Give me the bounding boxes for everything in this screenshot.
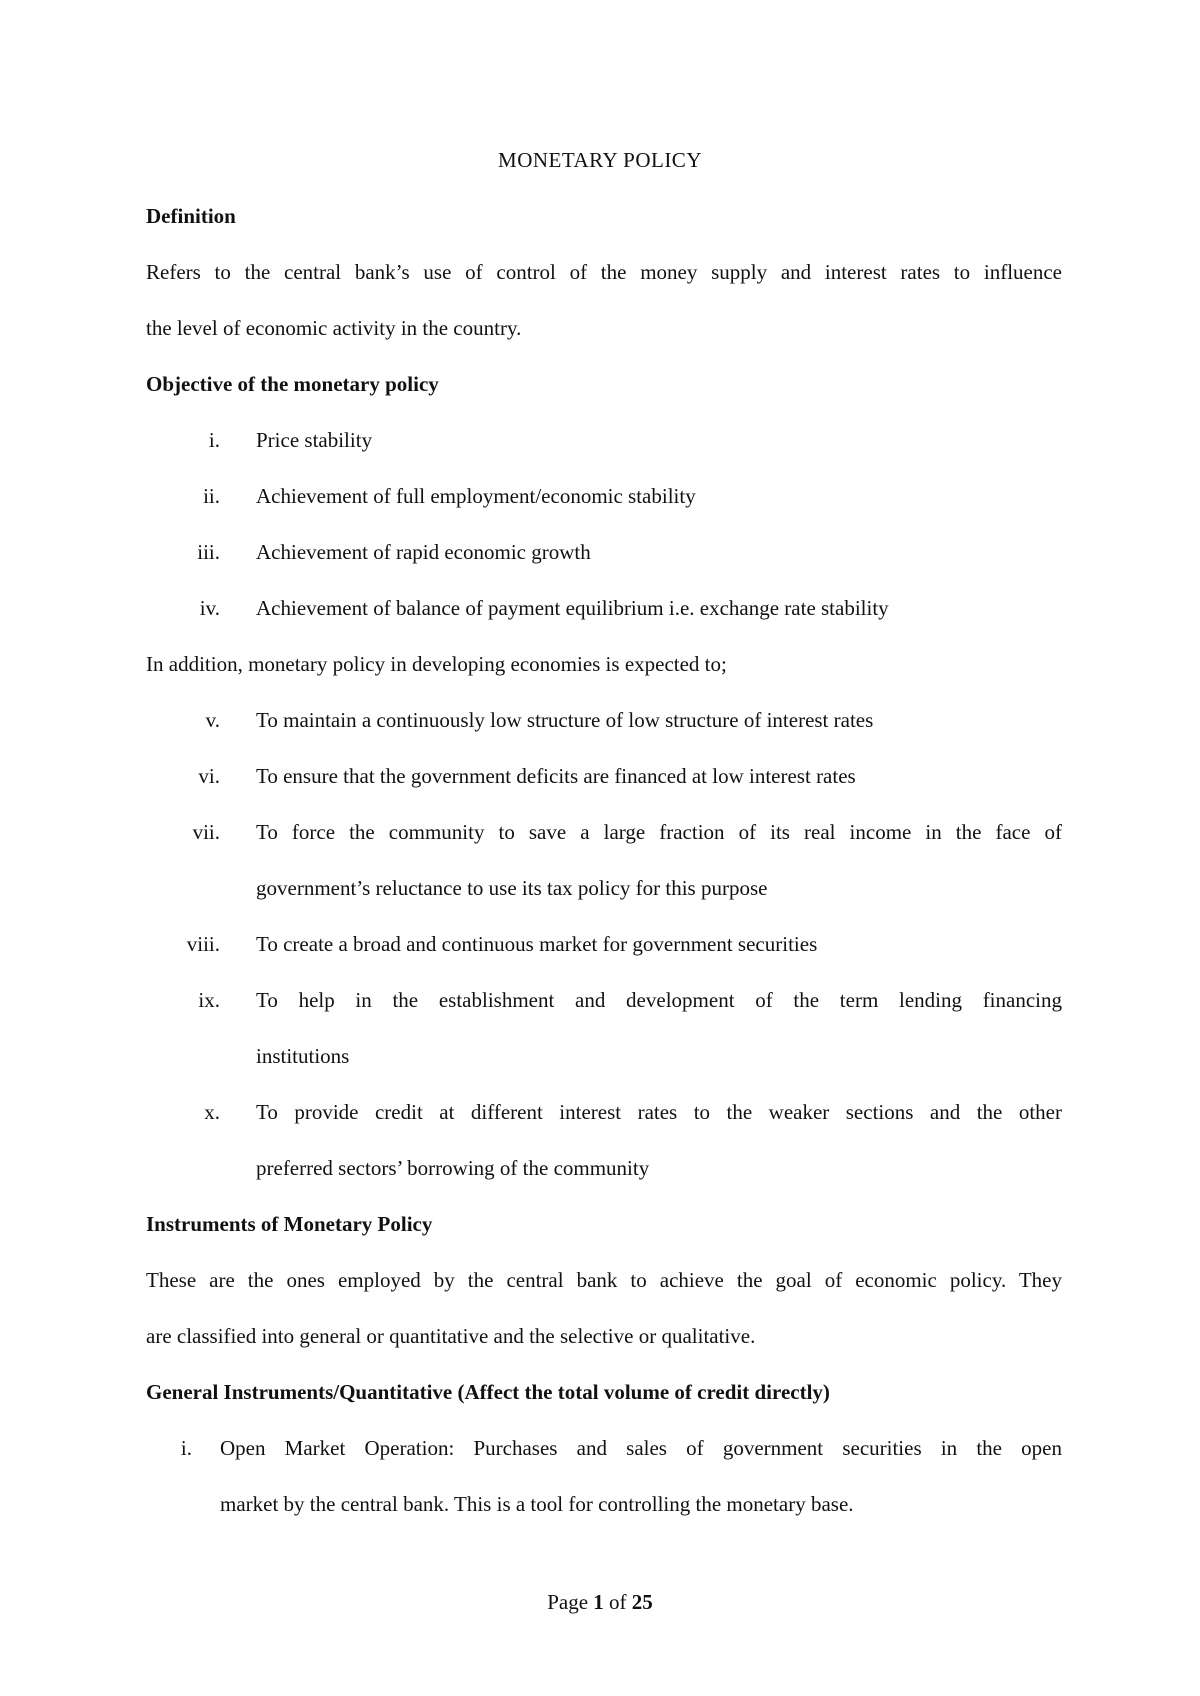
objective-number: iii. <box>197 540 220 564</box>
objective-number: vii. <box>192 820 220 844</box>
page-of-label: of <box>603 1590 632 1614</box>
objective-number: iv. <box>199 596 220 620</box>
objective-text: Achievement of full employment/economic stability <box>256 484 696 508</box>
definition-line-1: Refers to the central bank’s use of control of the money supply and interest rates to influence <box>146 260 1062 284</box>
objective-text: To create a broad and continuous market for government securities <box>256 932 818 956</box>
objective-text: To ensure that the government deficits are financed at low interest rates <box>256 764 856 788</box>
objective-number: ii. <box>203 484 220 508</box>
definition-line-2: the level of economic activity in the country. <box>146 316 522 340</box>
objective-text-line-1: To provide credit at different interest rates to the weaker sections and the other <box>256 1100 1062 1124</box>
page-label: Page <box>547 1590 594 1614</box>
objective-text-line-1: To force the community to save a large fraction of its real income in the face of <box>256 820 1062 844</box>
objective-text: Achievement of balance of payment equilibrium i.e. exchange rate stability <box>256 596 889 620</box>
objective-text-line-2: government’s reluctance to use its tax policy for this purpose <box>256 876 768 900</box>
objective-number: vi. <box>198 764 220 788</box>
total-pages-number: 25 <box>631 1590 653 1614</box>
instruments-heading: Instruments of Monetary Policy <box>146 1212 433 1236</box>
objective-text: Price stability <box>256 428 373 452</box>
objective-number: viii. <box>186 932 220 956</box>
page-title: MONETARY POLICY <box>498 148 702 172</box>
current-page-number: 1 <box>593 1590 604 1614</box>
objective-text: To maintain a continuously low structure of low structure of interest rates <box>256 708 874 732</box>
general-item-line-2: market by the central bank. This is a tool for controlling the monetary base. <box>220 1492 854 1516</box>
objective-text-line-2: preferred sectors’ borrowing of the community <box>256 1156 650 1180</box>
objective-number: x. <box>204 1100 220 1124</box>
objective-number: v. <box>205 708 220 732</box>
objectives-heading: Objective of the monetary policy <box>146 372 439 396</box>
general-instruments-heading: General Instruments/Quantitative (Affect the total volume of credit directly) <box>146 1380 830 1404</box>
objective-text-line-1: To help in the establishment and development of the term lending financing <box>256 988 1062 1012</box>
objective-text-line-2: institutions <box>256 1044 350 1068</box>
general-item-line-1: Open Market Operation: Purchases and sales of government securities in the open <box>220 1436 1062 1460</box>
instruments-line-1: These are the ones employed by the central bank to achieve the goal of economic policy. They <box>146 1268 1062 1292</box>
objective-text: Achievement of rapid economic growth <box>256 540 591 564</box>
instruments-line-2: are classified into general or quantitative and the selective or qualitative. <box>146 1324 756 1348</box>
objective-number: i. <box>208 428 220 452</box>
addition-paragraph: In addition, monetary policy in developing economies is expected to; <box>146 652 727 676</box>
definition-heading: Definition <box>146 204 236 228</box>
objective-number: ix. <box>198 988 220 1012</box>
general-item-number: i. <box>180 1436 192 1460</box>
page-footer <box>0 1588 1200 1616</box>
